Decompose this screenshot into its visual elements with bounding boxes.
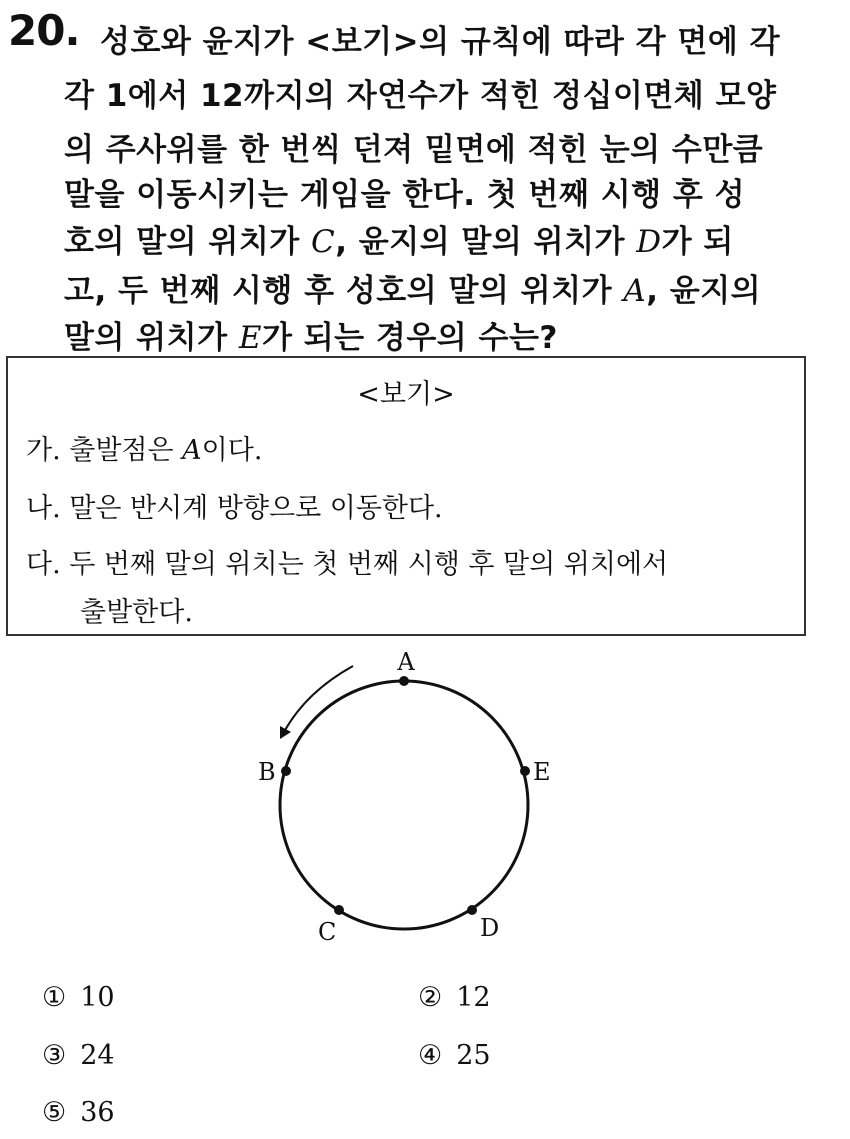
text: 가 되 — [661, 224, 734, 260]
choice-value: 25 — [456, 1040, 491, 1071]
label-a: A — [397, 648, 415, 676]
point-e — [520, 766, 530, 776]
point-b — [281, 766, 291, 776]
track-circle — [280, 681, 528, 929]
text: 이다. — [201, 435, 263, 466]
var-e: E — [238, 320, 262, 356]
question-line-7 — [64, 312, 844, 357]
question-line-3: 의 주사위를 한 번씩 던져 밑면에 적힌 눈의 수만큼 — [64, 132, 764, 168]
question-number: 20. — [8, 6, 80, 55]
rule-2: 나. 말은 반시계 방향으로 이동한다. — [26, 493, 443, 524]
choice-mark: ③ — [42, 1040, 67, 1071]
var-a: A — [182, 435, 202, 466]
choice-5[interactable] — [42, 1097, 115, 1128]
text: 호의 말의 위치가 — [64, 224, 311, 260]
choice-mark: ④ — [418, 1040, 443, 1071]
choice-2[interactable] — [418, 982, 491, 1013]
var-a: A — [623, 273, 647, 309]
label-e: E — [533, 758, 551, 786]
choice-1[interactable] — [42, 982, 115, 1013]
text: 말의 위치가 — [64, 320, 239, 356]
choice-value: 24 — [80, 1040, 115, 1071]
text: 고, 두 번째 시행 후 성호의 말의 위치가 — [64, 273, 624, 309]
question-line-4: 말을 이동시키는 게임을 한다. 첫 번째 시행 후 성 — [64, 177, 746, 213]
question-line-5 — [64, 216, 844, 261]
counterclockwise-arrow-icon — [284, 666, 353, 732]
choice-value: 36 — [80, 1097, 115, 1128]
choice-value: 12 — [456, 982, 491, 1013]
text: 가. 출발점은 — [26, 435, 183, 466]
rule-3-continued: 출발한다. — [80, 597, 193, 628]
choice-mark: ② — [418, 982, 443, 1013]
var-d: D — [636, 224, 662, 260]
var-c: C — [311, 224, 336, 260]
question-line-2: 각 1에서 12까지의 자연수가 적힌 정십이면체 모양 — [64, 78, 777, 114]
rule-3: 다. 두 번째 말의 위치는 첫 번째 시행 후 말의 위치에서 — [26, 549, 669, 580]
point-c — [334, 905, 344, 915]
point-a — [399, 676, 409, 686]
example-box — [6, 356, 806, 636]
choice-mark: ⑤ — [42, 1097, 67, 1128]
circle-figure — [240, 640, 580, 950]
label-d: D — [480, 914, 500, 942]
text: , 윤지의 — [646, 273, 762, 309]
choice-mark: ① — [42, 982, 67, 1013]
label-c: C — [318, 918, 337, 946]
text: , 윤지의 말의 위치가 — [335, 224, 637, 260]
point-d — [467, 905, 477, 915]
choice-value: 10 — [80, 982, 115, 1013]
question-line-6 — [64, 265, 844, 310]
question-line-1: 성호와 윤지가 <보기>의 규칙에 따라 각 면에 각 — [100, 24, 781, 60]
choice-3[interactable] — [42, 1040, 115, 1071]
example-box-title: <보기> — [357, 379, 455, 410]
choice-4[interactable] — [418, 1040, 491, 1071]
label-b: B — [258, 758, 276, 786]
rule-1 — [26, 428, 262, 467]
text: 가 되는 경우의 수는? — [261, 320, 558, 356]
